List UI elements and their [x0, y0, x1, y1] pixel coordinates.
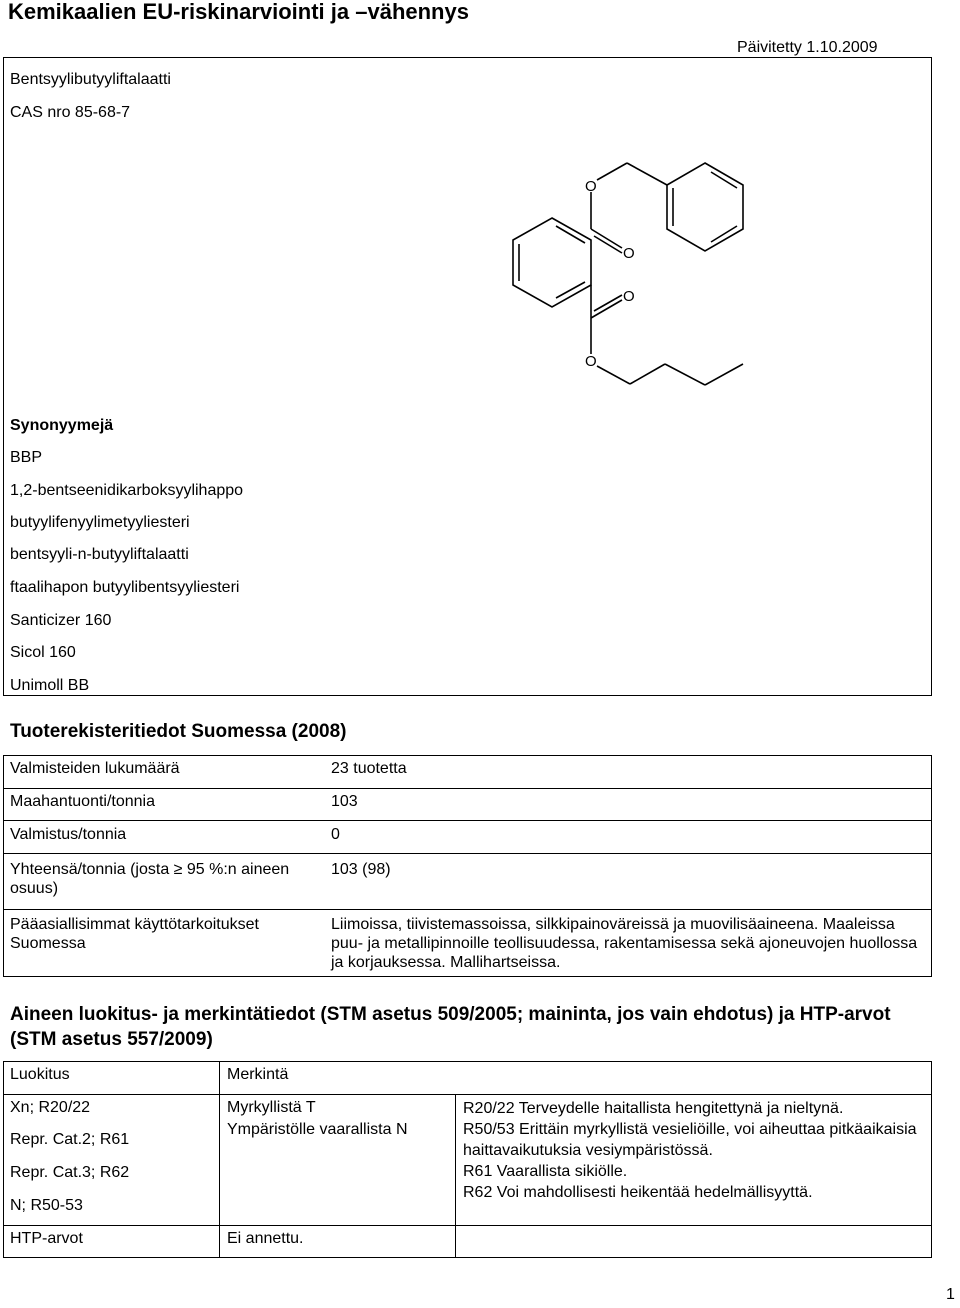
registry-label: Maahantuonti/tonnia — [10, 793, 155, 810]
structure-atom-label: O — [585, 353, 597, 370]
risk-phrase: R20/22 Terveydelle haitallista hengitettynä ja nieltynä. — [463, 1100, 844, 1117]
luokitus-item: Xn; R20/22 — [10, 1099, 91, 1116]
structure-atom-label: O — [623, 288, 635, 305]
risk-phrases — [463, 1098, 928, 1203]
classification-heading: Aineen luokitus- ja merkintätiedot (STM asetus 509/2005; maininta, jos vain ehdotus) ja HTP-arvot (STM asetus 557/2009) — [10, 1004, 891, 1050]
substance-name: Bentsyylibutyyliftalaatti — [10, 71, 171, 88]
structure-atom-label: O — [623, 245, 635, 262]
synonym-item: BBP — [10, 449, 43, 466]
luokitus-item: N; R50-53 — [10, 1197, 83, 1214]
registry-label: Yhteensä/tonnia (josta ≥ 95 %:n aineen osuus) — [10, 861, 290, 897]
luokitus-item: Repr. Cat.3; R62 — [10, 1164, 130, 1181]
registry-label: Pääasiallisimmat käyttötarkoitukset Suomessa — [10, 916, 259, 952]
registry-value: Liimoissa, tiivistemassoissa, silkkipainoväreissä ja muovilisäaineena. Maaleissa puu- ja metallipinnoille teollisuudessa, rakentamisessa sekä ajoneuvojen huollossa ja korjauksessa. Mallihartseissa. — [331, 916, 918, 971]
page-title: Kemikaalien EU-riskinarviointi ja –vähennys — [8, 0, 469, 24]
updated-date: Päivitetty 1.10.2009 — [737, 39, 878, 56]
merkinta-item: Myrkyllistä T — [227, 1099, 316, 1116]
chemical-structure-diagram — [470, 160, 760, 390]
risk-phrase: R61 Vaarallista sikiölle. — [463, 1163, 628, 1180]
registry-value: 103 — [331, 793, 358, 810]
structure-atom-label: O — [585, 178, 597, 195]
synonym-item: 1,2-bentseenidikarboksyylihappo — [10, 482, 244, 499]
synonym-item: Unimoll BB — [10, 677, 90, 694]
registry-label: Valmistus/tonnia — [10, 826, 127, 843]
registry-heading: Tuoterekisteritiedot Suomessa (2008) — [10, 721, 347, 742]
cas-number: CAS nro 85-68-7 — [10, 104, 131, 121]
synonym-item: bentsyyli-n-butyyliftalaatti — [10, 546, 189, 563]
synonym-item: ftaalihapon butyylibentsyyliesteri — [10, 579, 240, 596]
synonym-item: Santicizer 160 — [10, 612, 112, 629]
col-luokitus-header: Luokitus — [10, 1066, 70, 1083]
synonyms-heading: Synonyymejä — [10, 417, 114, 434]
merkinta-item: Ympäristölle vaarallista N — [227, 1121, 408, 1138]
risk-phrase: R62 Voi mahdollisesti heikentää hedelmällisyyttä. — [463, 1184, 813, 1201]
htp-label: HTP-arvot — [10, 1230, 83, 1247]
synonym-item: butyylifenyylimetyyliesteri — [10, 514, 190, 531]
registry-value: 0 — [331, 826, 340, 843]
synonym-item: Sicol 160 — [10, 644, 76, 661]
col-merkinta-header: Merkintä — [227, 1066, 289, 1083]
registry-label: Valmisteiden lukumäärä — [10, 760, 180, 777]
page-number: 1 — [946, 1286, 955, 1303]
substance-box — [3, 57, 932, 696]
htp-value: Ei annettu. — [227, 1230, 304, 1247]
risk-phrase: R50/53 Erittäin myrkyllistä vesieliöille, voi aiheuttaa pitkäaikaisia haittavaikutuksia vesiympäristössä. — [463, 1121, 917, 1159]
registry-value: 103 (98) — [331, 861, 391, 878]
registry-value: 23 tuotetta — [331, 760, 407, 777]
luokitus-item: Repr. Cat.2; R61 — [10, 1131, 130, 1148]
